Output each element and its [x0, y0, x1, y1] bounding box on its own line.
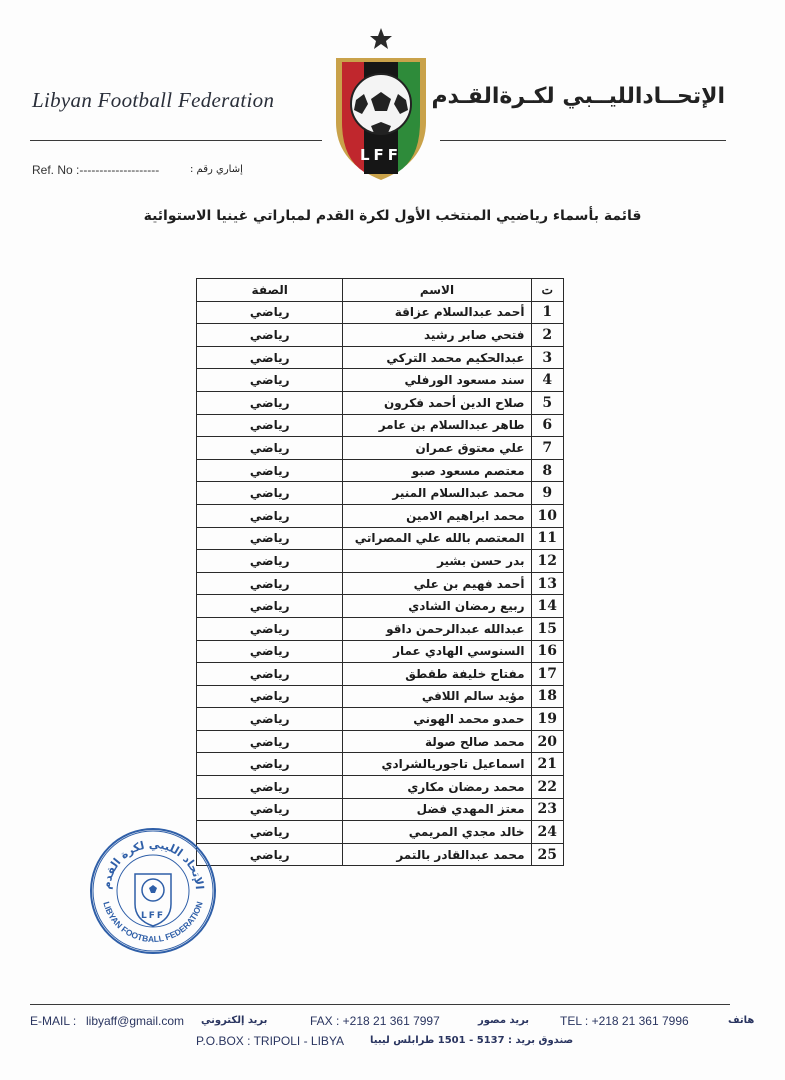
ref-label: Ref. No :	[32, 163, 80, 177]
row-number: 4	[531, 369, 563, 392]
row-number: 24	[531, 821, 563, 844]
table-row	[197, 414, 564, 437]
table-row	[197, 346, 564, 369]
player-role: رياضي	[197, 685, 343, 708]
player-name: أحمد فهيم بن علي	[343, 572, 531, 595]
row-number: 13	[531, 572, 563, 595]
ref-label-arabic: إشاري رقم :	[190, 164, 243, 175]
row-number: 16	[531, 640, 563, 663]
row-number: 8	[531, 459, 563, 482]
table-row	[197, 617, 564, 640]
player-role: رياضي	[197, 572, 343, 595]
player-role: رياضي	[197, 640, 343, 663]
player-role: رياضي	[197, 504, 343, 527]
player-role: رياضي	[197, 776, 343, 799]
player-role: رياضي	[197, 663, 343, 686]
table-row	[197, 798, 564, 821]
player-role: رياضي	[197, 482, 343, 505]
table-row	[197, 776, 564, 799]
player-name: محمد عبدالقادر بالتمر	[343, 843, 531, 866]
table-row	[197, 572, 564, 595]
federation-stamp	[88, 826, 218, 956]
document-heading: قائمة بأسماء رياضيي المنتخب الأول لكرة القدم لمباراتي غينيا الاستوائية	[143, 208, 642, 224]
player-name: معتصم مسعود صبو	[343, 459, 531, 482]
table-row	[197, 640, 564, 663]
table-row	[197, 663, 564, 686]
header-rule-right	[440, 140, 726, 141]
player-roster-table	[196, 278, 564, 866]
player-name: حمدو محمد الهوني	[343, 708, 531, 731]
player-role: رياضي	[197, 527, 343, 550]
table-header-row	[197, 279, 564, 302]
player-name: فتحي صابر رشيد	[343, 324, 531, 347]
row-number: 14	[531, 595, 563, 618]
header-rule-left	[30, 140, 322, 141]
table-row	[197, 550, 564, 573]
player-name: محمد ابراهيم الامين	[343, 504, 531, 527]
player-role: رياضي	[197, 301, 343, 324]
player-role: رياضي	[197, 753, 343, 776]
footer-contact-line	[0, 1014, 785, 1032]
table-row	[197, 391, 564, 414]
table-row	[197, 821, 564, 844]
table-row	[197, 527, 564, 550]
player-role: رياضي	[197, 391, 343, 414]
row-number: 19	[531, 708, 563, 731]
player-name: مفتاح خليفة طقطق	[343, 663, 531, 686]
player-name: ربيع رمضان الشادي	[343, 595, 531, 618]
player-role: رياضي	[197, 346, 343, 369]
federation-name-english: Libyan Football Federation	[32, 88, 275, 112]
table-row	[197, 753, 564, 776]
player-name: المعتصم بالله علي المصراتي	[343, 527, 531, 550]
player-name: محمد صالح صولة	[343, 730, 531, 753]
player-role: رياضي	[197, 730, 343, 753]
row-number: 6	[531, 414, 563, 437]
lff-logo	[326, 22, 436, 182]
header-number: ت	[531, 279, 563, 302]
row-number: 11	[531, 527, 563, 550]
federation-name-arabic: الإتحــادالليــبي لكـرةالقـدم	[431, 84, 725, 109]
row-number: 3	[531, 346, 563, 369]
player-name: صلاح الدين أحمد فكرون	[343, 391, 531, 414]
player-role: رياضي	[197, 617, 343, 640]
header-role: الصفة	[197, 279, 343, 302]
table-row	[197, 301, 564, 324]
footer-address-line	[0, 1034, 785, 1052]
row-number: 9	[531, 482, 563, 505]
table-row	[197, 708, 564, 731]
header-name: الاسم	[343, 279, 531, 302]
logo-star-icon	[370, 28, 392, 49]
row-number: 10	[531, 504, 563, 527]
tel-number: TEL : +218 21 361 7996	[560, 1014, 689, 1028]
table-row	[197, 595, 564, 618]
player-role: رياضي	[197, 437, 343, 460]
player-name: بدر حسن بشير	[343, 550, 531, 573]
pobox-arabic: صندوق بريد : 5137 - 1501 طرابلس ليبيا	[370, 1035, 574, 1046]
table-row	[197, 437, 564, 460]
row-number: 22	[531, 776, 563, 799]
email-address[interactable]: libyaff@gmail.com	[86, 1014, 184, 1028]
player-name: عبدالله عبدالرحمن داقو	[343, 617, 531, 640]
row-number: 23	[531, 798, 563, 821]
player-name: مؤيد سالم اللافي	[343, 685, 531, 708]
player-name: سند مسعود الورفلي	[343, 369, 531, 392]
row-number: 5	[531, 391, 563, 414]
player-role: رياضي	[197, 459, 343, 482]
row-number: 15	[531, 617, 563, 640]
logo-letters: LFF	[359, 146, 403, 164]
row-number: 12	[531, 550, 563, 573]
table-row	[197, 843, 564, 866]
row-number: 2	[531, 324, 563, 347]
ref-dashes: --------------------	[79, 163, 160, 177]
table-row	[197, 459, 564, 482]
table-row	[197, 685, 564, 708]
player-name: محمد عبدالسلام المنير	[343, 482, 531, 505]
row-number: 18	[531, 685, 563, 708]
row-number: 20	[531, 730, 563, 753]
player-role: رياضي	[197, 550, 343, 573]
player-name: خالد مجدي المريمي	[343, 821, 531, 844]
stamp-arabic-text: الإتحاد الليبي لكرة القدم	[99, 837, 206, 891]
row-number: 25	[531, 843, 563, 866]
player-name: معتز المهدي فضل	[343, 798, 531, 821]
player-role: رياضي	[197, 595, 343, 618]
table-row	[197, 324, 564, 347]
player-role: رياضي	[197, 324, 343, 347]
fax-label-arabic: بريد مصور	[478, 1015, 530, 1026]
player-name: علي معتوق عمران	[343, 437, 531, 460]
player-role: رياضي	[197, 708, 343, 731]
player-role: رياضي	[197, 798, 343, 821]
tel-label-arabic: هاتف	[728, 1015, 755, 1026]
email-label: E-MAIL :	[30, 1014, 77, 1028]
table-row	[197, 369, 564, 392]
player-role: رياضي	[197, 843, 343, 866]
player-name: عبدالحكيم محمد التركي	[343, 346, 531, 369]
player-role: رياضي	[197, 821, 343, 844]
player-name: محمد رمضان مكاري	[343, 776, 531, 799]
table-row	[197, 730, 564, 753]
table-row	[197, 482, 564, 505]
fax-number: FAX : +218 21 361 7997	[310, 1014, 440, 1028]
row-number: 21	[531, 753, 563, 776]
footer-rule	[30, 1004, 730, 1005]
table-row	[197, 504, 564, 527]
player-role: رياضي	[197, 414, 343, 437]
player-role: رياضي	[197, 369, 343, 392]
pobox-english: P.O.BOX : TRIPOLI - LIBYA	[196, 1034, 345, 1048]
row-number: 17	[531, 663, 563, 686]
row-number: 7	[531, 437, 563, 460]
stamp-english-text: LIBYAN FOOTBALL FEDERATION	[101, 900, 205, 945]
email-label-arabic: بريد إلكتروني	[201, 1015, 268, 1026]
row-number: 1	[531, 301, 563, 324]
stamp-letters: LFF	[140, 911, 166, 921]
player-name: طاهر عبدالسلام بن عامر	[343, 414, 531, 437]
player-name: السنوسي الهادي عمار	[343, 640, 531, 663]
player-name: اسماعيل تاجوريالشرادي	[343, 753, 531, 776]
player-name: أحمد عبدالسلام عزاقة	[343, 301, 531, 324]
